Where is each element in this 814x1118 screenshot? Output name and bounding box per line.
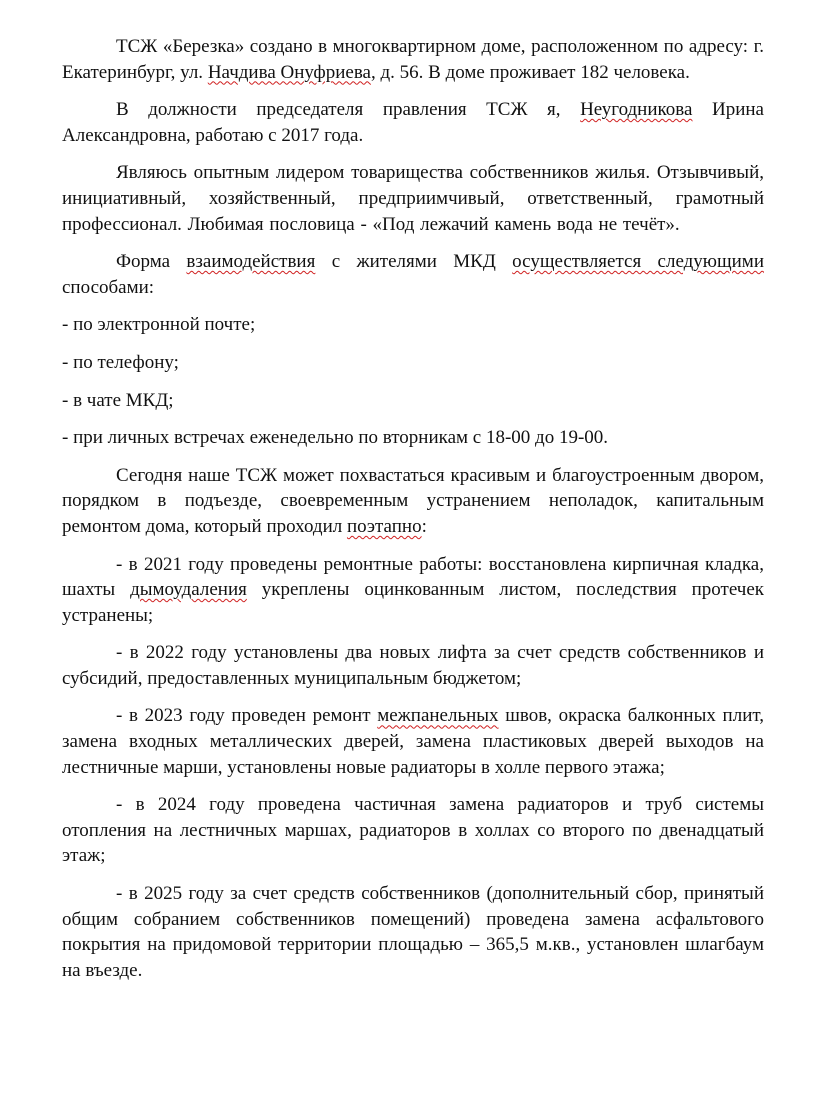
text-run: швов, окраска балконных плит, замена входных металлических дверей, замена пластиковых дверей выходов на лестничные марши, установлены новые радиаторы в холле первого этажа; bbox=[62, 705, 764, 778]
spellcheck-underlined-word: осуществляется следующими bbox=[512, 251, 764, 273]
paragraph-self-description: Являюсь опытным лидером товарищества собственников жилья. Отзывчивый, инициативный, хозяйственный, предприимчивый, ответственный, грамотный профессионал. Любимая пословица - «Под лежачий камень вода не течёт». bbox=[62, 162, 764, 235]
contact-item: - в чате МКД; bbox=[62, 389, 174, 411]
text-run: - в 2021 году проведены ремонтные работы: восстановлена кирпичная кладка, шахты bbox=[62, 553, 764, 601]
spellcheck-underlined-word: Неугодникова bbox=[580, 99, 693, 121]
contact-item: - по электронной почте; bbox=[62, 314, 256, 336]
text-run: Сегодня наше ТСЖ может похвастаться красивым и благоустроенным двором, порядком в подъезде, своевременным устранением неполадок, капитальным ремонтом дома, который проходил bbox=[62, 464, 764, 537]
text-run: способами: bbox=[62, 276, 155, 298]
text-run: с жителями МКД bbox=[315, 251, 513, 273]
spellcheck-underlined-word: межпанельных bbox=[377, 705, 499, 727]
paragraph-year-2024: - в 2024 году проведена частичная замена радиаторов и труб системы отопления на лестничных маршах, радиаторов в холлах со второго по двенадцатый этаж; bbox=[62, 794, 764, 867]
text-run: , д. 56. В доме проживает 182 человека. bbox=[370, 61, 690, 83]
paragraph-year-2025: - в 2025 году за счет средств собственников (дополнительный сбор, принятый общим собранием собственников помещений) проведена замена асфальтового покрытия на придомовой территории площадью – 365,5 м.кв., установлен шлагбаум на въезде. bbox=[62, 883, 764, 981]
text-run: - в 2023 году проведен ремонт bbox=[116, 705, 378, 727]
text-run: укреплены оцинкованным листом, последствия протечек устранены; bbox=[62, 579, 764, 626]
text-run: ТСЖ «Березка» создано в многоквартирном доме, расположенном по адресу: г. Екатеринбург, ул. bbox=[62, 36, 764, 83]
paragraph-year-2021 bbox=[62, 552, 764, 629]
paragraph-chairman bbox=[62, 97, 764, 148]
paragraph-achievements bbox=[62, 463, 764, 540]
text-run: Форма bbox=[116, 251, 187, 273]
text-run: : bbox=[421, 515, 427, 537]
spellcheck-underlined-word: дымоудаления bbox=[130, 579, 247, 601]
text-run: В должности председателя правления ТСЖ я, bbox=[116, 99, 581, 121]
spellcheck-underlined-word: Начдива Онуфриева bbox=[207, 61, 371, 83]
contact-item: - при личных встречах еженедельно по вторникам с 18-00 до 19-00. bbox=[62, 427, 609, 449]
spellcheck-underlined-word: взаимодействия bbox=[186, 251, 316, 273]
spellcheck-underlined-word: поэтапно bbox=[346, 515, 422, 537]
paragraph-interaction-form bbox=[62, 249, 764, 300]
contact-item: - по телефону; bbox=[62, 351, 179, 373]
paragraph-year-2022: - в 2022 году установлены два новых лифта за счет средств собственников и субсидий, предоставленных муниципальным бюджетом; bbox=[62, 642, 764, 689]
paragraph-year-2023 bbox=[62, 703, 764, 780]
paragraph-hoa-location bbox=[62, 34, 764, 85]
text-run: Ирина Александровна, работаю с 2017 года. bbox=[62, 99, 764, 146]
document-page bbox=[62, 34, 764, 983]
